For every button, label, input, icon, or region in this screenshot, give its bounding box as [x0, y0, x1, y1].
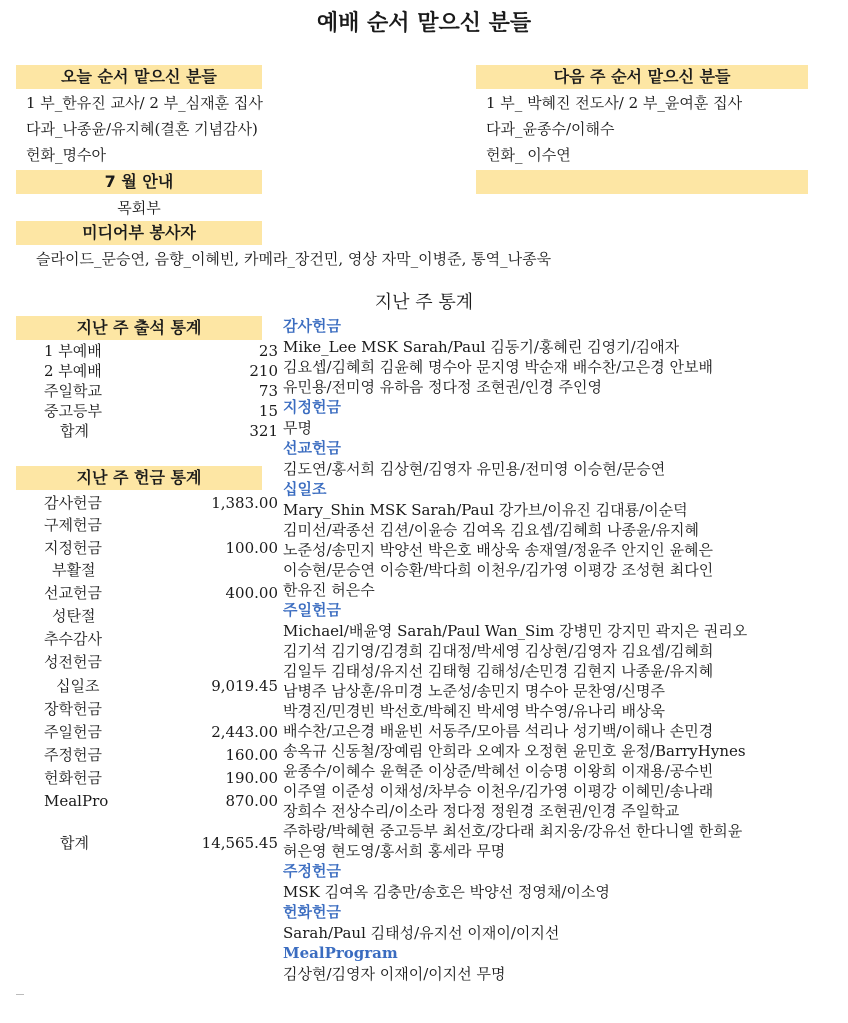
offering-label: 감사헌금: [44, 494, 102, 512]
flower-offering-title: 헌화헌금: [283, 903, 341, 921]
attendance-value: 23: [258, 342, 278, 360]
today-heading: 오늘 순서 맡으신 분들: [16, 65, 262, 89]
donor-line: Michael/배윤영 Sarah/Paul Wan_Sim 강병민 강지민 곽지은 권리오: [283, 622, 748, 640]
donor-line: 배수찬/고은경 배윤빈 서동주/모아름 석리나 성기백/이해나 손민경: [283, 722, 714, 740]
offering-label: 추수감사: [44, 630, 102, 648]
attendance-label: 주일학교: [44, 382, 102, 400]
attendance-value: 15: [258, 402, 278, 420]
offering-label: 십일조: [56, 677, 100, 695]
donor-line: 박경진/민경빈 박선호/박혜진 박세영 박수영/유나리 배상욱: [283, 702, 665, 720]
today-line: 1 부_한유진 교사/ 2 부_심재훈 집사: [26, 94, 263, 112]
donor-line: 송옥규 신동철/장예림 안희라 오예자 오정현 윤민호 윤정/BarryHynes: [283, 742, 746, 760]
offering-label: 성탄절: [52, 607, 96, 625]
offering-value: 1,383.00: [211, 494, 278, 512]
donor-line: 김도연/홍서희 김상현/김영자 유민용/전미영 이승현/문승연: [283, 460, 666, 478]
today-line: 헌화_명수아: [26, 146, 106, 164]
offering-label: 헌화헌금: [44, 769, 102, 787]
offering-label: 성전헌금: [44, 653, 102, 671]
thanks-offering-title: 감사헌금: [283, 317, 341, 335]
thanks-offering-list: [283, 337, 843, 397]
july-text: 목회부: [117, 199, 161, 217]
offering-label: 주정헌금: [44, 746, 102, 764]
donor-line: 남병주 남상훈/유미경 노준성/송민지 명수아 문찬영/신명주: [283, 682, 665, 700]
next-week-heading: 다음 주 순서 맡으신 분들: [476, 65, 808, 89]
offering-label: 부활절: [52, 561, 96, 579]
offering-total-value: 14,565.45: [201, 834, 278, 852]
offering-value: 190.00: [225, 769, 278, 787]
meal-program-list: [283, 964, 843, 984]
donor-line: 김일두 김태성/유지선 김태형 김해성/손민경 김현지 나종윤/유지혜: [283, 662, 714, 680]
donor-line: 허은영 현도영/홍서희 홍세라 무명: [283, 842, 506, 860]
donor-line: 노준성/송민지 박양선 박은호 배상욱 송재열/정윤주 안지인 윤혜은: [283, 541, 713, 559]
donor-line: 이주열 이준성 이채성/차부승 이천우/김가영 이평강 이혜민/송나래: [283, 782, 714, 800]
media-text: 슬라이드_문승연, 음향_이혜빈, 카메라_장건민, 영상 자막_이병준, 통역_나종욱: [36, 250, 552, 268]
offering-label: MealPro: [44, 792, 109, 810]
donor-line: Sarah/Paul 김태성/유지선 이재이/이지선: [283, 924, 560, 942]
attendance-value: 210: [249, 362, 278, 380]
offering-heading: 지난 주 헌금 통계: [16, 466, 262, 490]
donor-line: 이승현/문승연 이승환/박다희 이천우/김가영 이평강 조성현 최다인: [283, 561, 714, 579]
page-title: 예배 순서 맡으신 분들: [316, 11, 532, 36]
donor-line: 윤종수/이혜수 윤혁준 이상준/박혜선 이승명 이왕희 이재용/공수빈: [283, 762, 714, 780]
donor-line: 한유진 허은수: [283, 581, 375, 599]
attendance-value: 73: [258, 382, 278, 400]
mission-offering-title: 선교헌금: [283, 439, 341, 457]
offering-value: 400.00: [225, 584, 278, 602]
designated-offering-list: [283, 418, 843, 438]
offering-label: 선교헌금: [44, 584, 102, 602]
left-stats-column: [16, 316, 278, 996]
flower-offering-list: [283, 923, 843, 943]
offering-total-label: 합계: [60, 834, 89, 852]
sunday-offering-list: [283, 621, 843, 861]
donor-line: 유민용/전미영 유하음 정다정 조현권/인경 주인영: [283, 378, 602, 396]
donor-line: 김미선/곽종선 김션/이윤승 김여옥 김요셉/김혜희 나종윤/유지혜: [283, 521, 700, 539]
offering-value: 100.00: [225, 539, 278, 557]
next-week-line: 1 부_ 박혜진 전도사/ 2 부_윤여훈 집사: [486, 94, 743, 112]
offering-label: 주일헌금: [44, 723, 102, 741]
media-heading: 미디어부 봉사자: [16, 221, 262, 245]
mission-offering-list: [283, 459, 843, 479]
donor-line: 무명: [283, 419, 312, 437]
donor-line: Mary_Shin MSK Sarah/Paul 강가브/이유진 김대룡/이순덕: [283, 501, 688, 519]
donor-line: MSK 김여옥 김충만/송호은 박양선 정영채/이소영: [283, 883, 610, 901]
donor-line: 김요셉/김혜희 김윤혜 명수아 문지영 박순재 배수찬/고은경 안보배: [283, 358, 713, 376]
weekly-offering-title: 주정헌금: [283, 862, 341, 880]
donor-column: [283, 316, 843, 984]
offering-value: 870.00: [225, 792, 278, 810]
july-heading: 7 월 안내: [16, 170, 262, 194]
donor-line: 주하랑/박혜현 중고등부 최선호/강다래 최지웅/강유선 한다니엘 한희윤: [283, 822, 743, 840]
donor-line: 김기석 김기영/김경희 김대정/박세영 김상현/김영자 김요셉/김혜희: [283, 642, 714, 660]
offering-label: 장학헌금: [44, 700, 102, 718]
offering-value: 160.00: [225, 746, 278, 764]
sunday-offering-title: 주일헌금: [283, 601, 341, 619]
next-week-line: 다과_윤종수/이해수: [486, 120, 615, 138]
offering-value: 9,019.45: [211, 677, 278, 695]
today-line: 다과_나종윤/유지혜(결혼 기념감사): [26, 120, 258, 138]
attendance-label: 1 부예배: [44, 342, 102, 360]
next-week-line: 헌화_ 이수연: [486, 146, 571, 164]
offering-label: 지정헌금: [44, 539, 102, 557]
offering-label: 구제헌금: [44, 516, 102, 534]
attendance-heading: 지난 주 출석 통계: [16, 316, 262, 340]
attendance-label: 중고등부: [44, 402, 102, 420]
attendance-label: 2 부예배: [44, 362, 102, 380]
weekly-offering-list: [283, 882, 843, 902]
attendance-total-label: 합계: [60, 422, 89, 440]
page-corner-mark: [16, 994, 24, 995]
donor-line: Mike_Lee MSK Sarah/Paul 김동기/홍혜린 김영기/김애자: [283, 338, 680, 356]
designated-offering-title: 지정헌금: [283, 398, 341, 416]
donor-line: 장희수 전상수리/이소라 정다정 정원경 조현권/인경 주일학교: [283, 802, 680, 820]
meal-program-title: MealProgram: [283, 944, 398, 962]
donor-line: 김상현/김영자 이재이/이지선 무명: [283, 965, 506, 983]
attendance-total-value: 321: [249, 422, 278, 440]
offering-value: 2,443.00: [211, 723, 278, 741]
tithe-title: 십일조: [283, 480, 327, 498]
stats-title: 지난 주 통계: [374, 292, 474, 313]
tithe-list: [283, 500, 843, 600]
next-week-empty-bar: [476, 170, 808, 194]
